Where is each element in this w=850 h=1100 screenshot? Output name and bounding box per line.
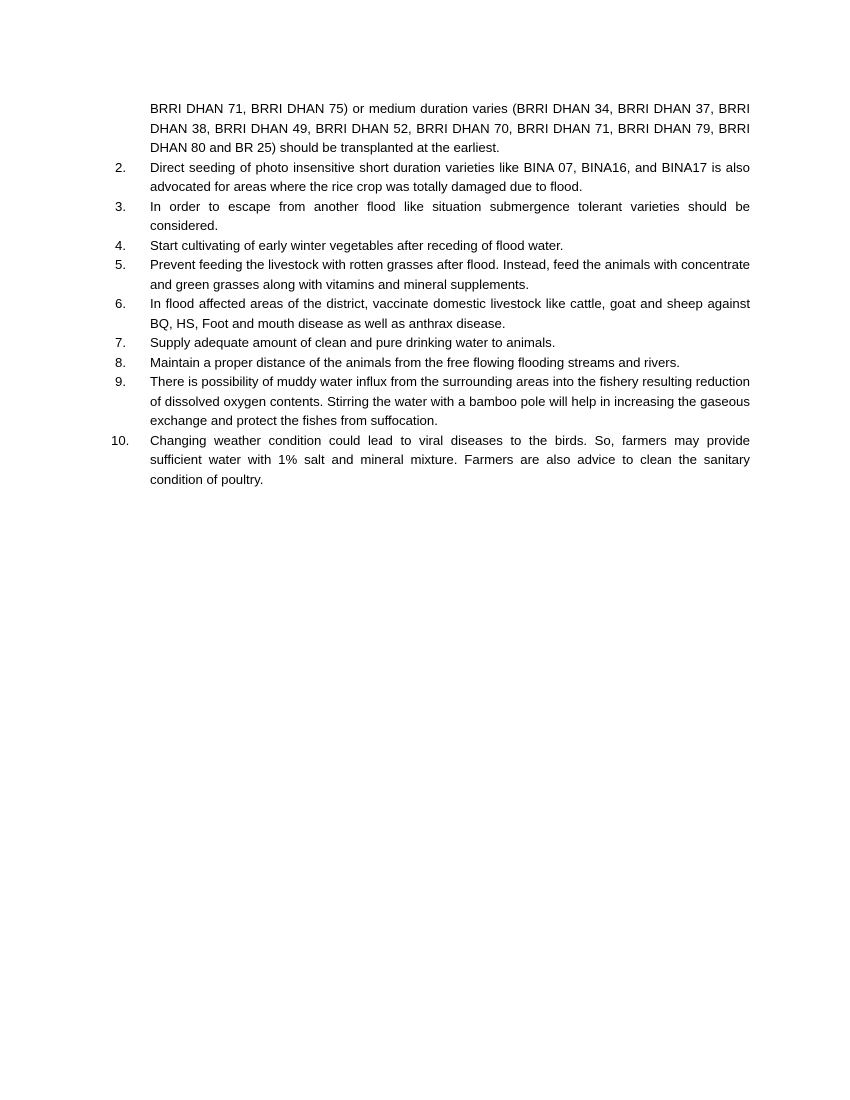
list-item xyxy=(111,431,750,490)
list-item-text: In flood affected areas of the district, vaccinate domestic livestock like cattle, goat and sheep against BQ, HS, Foot and mouth disease as well as anthrax disease. xyxy=(150,296,750,331)
list-item-number: 3. xyxy=(115,198,126,214)
document-body xyxy=(111,99,750,489)
list-item-number: 7. xyxy=(115,335,126,350)
list-item-text: In order to escape from another flood like situation submergence tolerant varieties should be considered. xyxy=(150,198,750,233)
list-item-text: Changing weather condition could lead to viral diseases to the birds. So, farmers may provide sufficient water with 1% salt and mineral mixture. Farmers are also advice to clean the sanitary condition of poultry. xyxy=(150,432,750,487)
list-item-number: 10. xyxy=(111,432,130,448)
list-item-number: 4. xyxy=(115,237,126,253)
list-item-text: Supply adequate amount of clean and pure drinking water to animals. xyxy=(150,335,556,350)
list-item xyxy=(115,294,750,333)
list-item-number: 2. xyxy=(115,159,126,175)
list-item-text: Start cultivating of early winter vegetables after receding of flood water. xyxy=(150,237,564,253)
list-item-text: There is possibility of muddy water influx from the surrounding areas into the fishery resulting reduction of dissolved oxygen contents. Stirring the water with a bamboo pole will help in increasing the gaseous exchange and protect the fishes from suffocation. xyxy=(150,374,750,428)
list-item-number: 8. xyxy=(115,354,126,370)
list-item-number: 9. xyxy=(115,374,126,389)
list-item-number: 6. xyxy=(115,296,126,311)
list-item xyxy=(115,353,750,373)
list-item xyxy=(115,255,750,294)
list-item xyxy=(115,372,750,431)
list-item-text: Maintain a proper distance of the animals from the free flowing flooding streams and rivers. xyxy=(150,354,680,370)
list-item xyxy=(115,158,750,197)
list-item xyxy=(115,333,750,353)
advisory-list xyxy=(111,158,750,490)
list-item-number: 5. xyxy=(115,257,126,272)
list-item-text: Direct seeding of photo insensitive short duration varieties like BINA 07, BINA16, and BINA17 is also advocated for areas where the rice crop was totally damaged due to flood. xyxy=(150,159,750,194)
list-item-text: Prevent feeding the livestock with rotten grasses after flood. Instead, feed the animals with concentrate and green grasses along with vitamins and mineral supplements. xyxy=(150,257,750,292)
list-item-continuation: BRRI DHAN 71, BRRI DHAN 75) or medium duration varies (BRRI DHAN 34, BRRI DHAN 37, BRRI DHAN 38, BRRI DHAN 49, BRRI DHAN 52, BRRI DHAN 70, BRRI DHAN 71, BRRI DHAN 79, BRRI DHAN 80 and BR 25) should be transplanted at the earliest. xyxy=(150,101,750,155)
list-item xyxy=(115,197,750,236)
list-item xyxy=(115,236,750,256)
